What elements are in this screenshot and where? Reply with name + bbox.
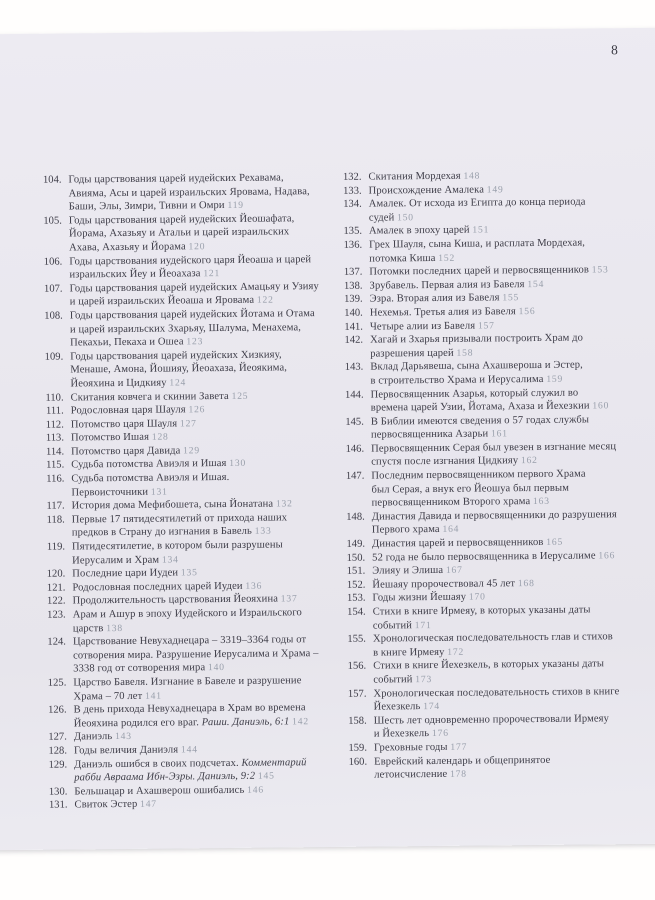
toc-entry [36,253,326,283]
entry-number: 135. [343,226,363,238]
entry-text: Годы царствования царей иудейских Амацьяу и Узияу и царей израильских Йеоаша и Яровама 122 [69,280,319,308]
entry-page-ref: 165 [546,536,564,548]
entry-page-ref: 152 [438,252,456,264]
entry-text: Скитания ковчега и скинии Завета 125 [70,390,249,403]
entry-text: Царствование Невухаднецара – 3319–3364 годы от сотворения мира. Разрушение Иерусалима и Храма – 3338 год от сотворения мира 140 [72,634,319,675]
entry-number: 109. [44,351,64,363]
entry-text: Последние цари Иудеи 135 [72,567,198,580]
entry-page-ref: 122 [256,294,274,307]
entry-page-ref: 125 [231,390,249,402]
toc-entry [340,685,640,715]
entry-number: 118. [46,514,65,526]
entry-page-ref: 132 [275,498,293,510]
entry-number: 149. [346,538,366,550]
entry-text: Первосвященник Серая был увезен в изгнание месяц спустя после изгнания Цидкияу 162 [371,441,617,469]
entry-page-ref: 158 [456,347,474,359]
toc-entry [338,440,638,470]
entry-number: 136. [343,239,363,251]
toc-entry [38,470,328,500]
entry-number: 133. [343,185,362,197]
entry-number: 147. [345,470,365,482]
entry-text: Годы жизни Йешаяу 170 [372,591,486,604]
entry-page-ref: 121 [203,268,221,280]
book-page [0,28,655,851]
entry-page-ref: 123 [186,336,204,348]
entry-page-ref: 160 [592,400,610,412]
entry-text: Годы величия Даниэля 144 [73,744,198,757]
entry-number: 117. [46,500,65,512]
entry-text: Йешаяу пророчествовал 45 лет 168 [372,577,535,591]
toc-entry [36,212,326,256]
entry-page-ref: 170 [468,591,486,604]
entry-page-ref: 127 [179,417,197,430]
entry-number: 141. [344,321,363,333]
entry-text: Хронологическая последовательность глав и стихов в книге Ирмеяу 172 [372,631,613,659]
toc-entry [40,674,330,704]
entry-text: Потомство царя Шауля 127 [70,417,197,431]
entry-number: 120. [46,568,66,580]
entry-text: Потомство Ишая 128 [70,431,169,444]
entry-page-ref: 154 [527,278,545,290]
entry-text: Династия Давида и первосвященники до разрушения Первого храма 164 [371,509,617,537]
entry-number: 145. [345,416,364,428]
entry-page-ref: 166 [598,549,616,562]
entry-text: Годы царствования царей иудейских Йеошафата, Йорама, Ахазьяу и Атальи и царей израильских Ахава, Ахазьяу и Йорама 120 [68,213,295,254]
entry-number: 112. [45,419,64,431]
toc-right-column [335,168,641,783]
toc-entry [339,508,639,538]
toc-entry [338,467,638,511]
entry-number: 114. [45,446,65,458]
entry-text: В Библии имеются сведения о 57 годах службы первосвященника Азарьи 161 [370,414,590,441]
entry-page-ref: 177 [450,741,468,753]
entry-text: Грех Шауля, сына Киша, и расплата Мордехая, потомка Киша 152 [369,237,586,265]
entry-text: Годы царствования царей иудейских Рехавама, Авияма, Асы и царей израильских Яровама, Надава, Баши, Элы, Зимри, Тивни и Омри 119 [68,172,310,213]
entry-text: Вклад Дарьявеша, сына Ахашвероша и Эстер, в строительство Храма и Иерусалима 159 [370,359,583,387]
toc-entry [39,511,329,541]
entry-page-ref: 146 [247,784,264,796]
entry-number: 104. [42,174,62,186]
entry-text: Нехемья. Третья алия из Бавеля 156 [369,305,536,319]
entry-page-ref: 163 [532,496,550,508]
entry-text: Царство Бавеля. Изгнание в Бавеле и разрушение Храма – 70 лет 141 [73,675,302,703]
entry-number: 151. [346,565,366,578]
entry-text: Первосвященник Азарья, который служил во времена царей Узии, Йотама, Ахаза и Йехезкии 160 [370,387,610,414]
entry-text: Продолжительность царствования Йеояхина 137 [72,593,298,607]
entry-page-ref: 161 [491,428,508,440]
entry-page-ref: 136 [245,580,263,592]
entry-page-ref: 134 [161,554,179,566]
entry-text: Амалек в эпоху царей 151 [368,224,490,237]
entry-number: 125. [47,677,67,689]
page-content [0,28,655,850]
entry-text: 52 года не было первосвященника в Иерусалиме 166 [372,549,616,564]
entry-page-ref: 150 [397,211,414,224]
entry-page-ref: 144 [180,744,198,756]
entry-number: 139. [344,294,363,306]
entry-text: Судьба потомства Авиэля и Ишая 130 [71,458,247,471]
entry-page-ref: 168 [517,577,535,589]
entry-text: Еврейский календарь и общепринятое летоисчисление 178 [374,754,551,781]
entry-page-ref: 178 [450,768,467,780]
entry-page-ref: 141 [144,690,162,702]
entry-number: 129. [48,759,68,771]
toc-entry [337,358,637,388]
entry-text: Стихи в книге Йехезкель, в которых указаны даты событий 173 [373,658,605,686]
entry-page-ref: 148 [463,170,481,182]
entry-text: Годы царствования царей иудейских Хизкияу, Менаше, Амона, Йошияу, Йеоахаза, Йеоякима, Йеояхина и Цидкияу 124 [70,349,288,390]
toc-entry [338,386,638,416]
toc-entry [37,307,327,351]
toc-entry [341,753,641,783]
entry-number: 127. [48,731,67,744]
entry-page-ref: 149 [486,183,504,196]
entry-page-ref: 159 [546,373,564,385]
entry-number: 121. [46,582,66,594]
entry-text: Происхождение Амалека 149 [368,183,504,197]
toc-entry [40,606,330,636]
entry-number: 128. [48,745,68,757]
entry-text: Скитания Мордехая 148 [368,170,481,183]
entry-number: 142. [344,334,364,346]
entry-number: 140. [344,307,363,319]
entry-page-ref: 120 [188,241,206,253]
entry-number: 107. [43,283,63,295]
entry-number: 111. [45,405,64,417]
entry-page-ref: 155 [502,292,520,304]
entry-number: 154. [347,606,366,618]
entry-number: 116. [46,473,65,485]
toc-columns [35,168,641,813]
entry-number: 155. [347,633,366,646]
entry-text: Элияу и Элиша 167 [372,564,463,577]
entry-number: 159. [348,742,368,754]
entry-source-italic: Комментарий рабби Авраама Ибн-Эзры. Даниэль, 9:2 [74,756,307,784]
entry-text: Стихи в книге Ирмеяу, в которых указаны даты событий 171 [372,604,591,632]
entry-number: 131. [48,799,68,812]
toc-entry [36,280,326,310]
entry-text: Хагай и Зхарья призывали построить Храм до разрешения царей 158 [370,332,584,360]
entry-text: Судьба потомства Авиэля и Ишая. Первоисточники 131 [71,472,230,499]
entry-number: 156. [347,661,367,673]
entry-page-ref: 140 [207,662,225,674]
entry-number: 123. [47,609,66,621]
entry-page-ref: 173 [415,673,433,686]
entry-page-ref: 145 [257,770,275,782]
entry-number: 124. [47,636,66,648]
toc-entry [35,171,325,215]
toc-entry [340,603,640,633]
entry-number: 115. [46,460,65,472]
entry-number: 148. [346,511,365,523]
page-number: 8 [610,42,619,58]
entry-page-ref: 153 [591,264,609,276]
entry-page-ref: 129 [183,445,201,457]
entry-number: 126. [47,704,67,716]
entry-text: Эзра. Вторая алия из Бавеля 155 [369,292,520,305]
entry-number: 153. [346,593,366,605]
entry-text: Свиток Эстер 147 [74,798,157,811]
entry-number: 160. [348,756,368,768]
entry-number: 122. [46,595,66,608]
entry-number: 158. [348,715,367,727]
toc-entry [337,331,637,361]
entry-page-ref: 151 [472,224,490,236]
entry-text: Годы царствования иудейского царя Йеоаша и царей израильских Йеу и Йеоахаза 121 [69,253,312,281]
toc-entry [40,633,330,677]
entry-page-ref: 176 [431,728,449,740]
entry-number: 113. [45,432,65,444]
toc-entry [41,796,331,812]
entry-page-ref: 157 [477,319,495,332]
entry-text: Годы царствования царей иудейских Йотама и Отама и царей израильских Зхарьяу, Шалума, Менахема, Пекахьи, Пекаха и Ошеа 123 [69,308,315,349]
entry-text: Родословная царя Шауля 126 [70,404,206,417]
entry-number: 137. [343,266,363,278]
entry-number: 157. [347,688,367,700]
toc-entry [39,538,329,568]
entry-page-ref: 142 [292,715,309,728]
entry-page-ref: 131 [150,486,168,498]
toc-entry [37,348,327,392]
entry-source-italic: Раши. Даниэль, 6:1 [201,716,290,728]
toc-entry [336,236,636,266]
entry-number: 119. [46,541,66,553]
toc-left-column [35,171,331,813]
entry-number: 134. [343,198,362,211]
entry-text: В день прихода Невухаднецара в Храм во времена Йеояхина родился его враг. Раши. Даниэль, 6:1 142 [73,702,309,730]
entry-page-ref: 172 [447,646,465,658]
entry-text: Арам и Ашур в эпоху Иудейского и Израильского царств 138 [72,607,302,635]
entry-text: Пятидесятилетие, в котором были разрушены Иерусалим и Храм 134 [71,539,283,567]
entry-number: 144. [344,389,364,401]
entry-page-ref: 167 [445,564,463,577]
entry-page-ref: 128 [151,431,169,443]
entry-page-ref: 171 [414,619,432,631]
toc-entry [336,195,636,225]
entry-page-ref: 124 [169,377,187,389]
entry-page-ref: 164 [442,524,460,536]
entry-text: Династия царей и первосвященников 165 [371,536,564,550]
entry-number: 146. [345,443,365,455]
entry-page-ref: 174 [423,701,441,713]
entry-text: История дома Мефибошета, сына Йонатана 132 [71,498,293,512]
entry-page-ref: 130 [229,458,247,470]
entry-page-ref: 126 [188,404,206,416]
entry-page-ref: 162 [520,455,538,467]
entry-text: Шесть лет одновременно пророчествовали Ирмеяу и Йехезкель 176 [373,713,610,740]
entry-number: 150. [346,552,366,564]
entry-number: 110. [45,392,64,404]
entry-number: 105. [43,215,62,227]
toc-entry [338,413,638,443]
entry-text: Даниэль 143 [73,731,132,743]
entry-page-ref: 133 [254,525,272,538]
toc-entry [341,712,641,742]
entry-number: 108. [44,310,63,322]
entry-text: Бельшацар и Ахашверош ошибались 146 [74,784,264,798]
entry-page-ref: 147 [140,798,157,811]
entry-text: Потомки последних царей и первосвященников 153 [369,264,609,278]
entry-text: Амалек. От исхода из Египта до конца периода судей 150 [368,196,586,224]
entry-number: 138. [343,280,363,292]
entry-page-ref: 143 [115,731,132,743]
entry-page-ref: 138 [106,622,124,634]
toc-entry [41,756,331,786]
entry-number: 130. [48,786,68,798]
entry-page-ref: 135 [180,567,198,579]
toc-entry [41,701,331,731]
entry-text: Последним первосвященником первого Храма был Серая, а внук его Йеошуа был первым первосвященником Второго храма 163 [371,468,586,509]
entry-number: 106. [43,256,63,268]
entry-number: 132. [342,171,362,183]
entry-number: 143. [344,361,364,374]
entry-text: Греховные годы 177 [373,741,468,754]
entry-text: Зрубавель. Первая алия из Бавеля 154 [369,278,545,292]
entry-text: Хронологическая последовательность стихов в книге Йехезкель 174 [373,685,620,713]
entry-text: Даниэль ошибся в своих подсчетах. Комментарий рабби Авраама Ибн-Эзры. Даниэль, 9:2 145 [74,756,307,784]
toc-entry [340,657,640,687]
entry-page-ref: 156 [518,305,536,318]
entry-page-ref: 137 [280,593,298,605]
entry-page-ref: 119 [227,199,244,212]
entry-number: 152. [346,579,366,591]
entry-text: Четыре алии из Бавеля 157 [369,319,495,333]
toc-entry [340,630,640,660]
entry-text: Первые 17 пятидесятилетий от прихода наших предков в Страну до изгнания в Бавель 133 [71,512,288,539]
entry-text: Родословная последних царей Иудеи 136 [72,580,263,594]
entry-text: Потомство царя Давида 129 [71,445,201,458]
